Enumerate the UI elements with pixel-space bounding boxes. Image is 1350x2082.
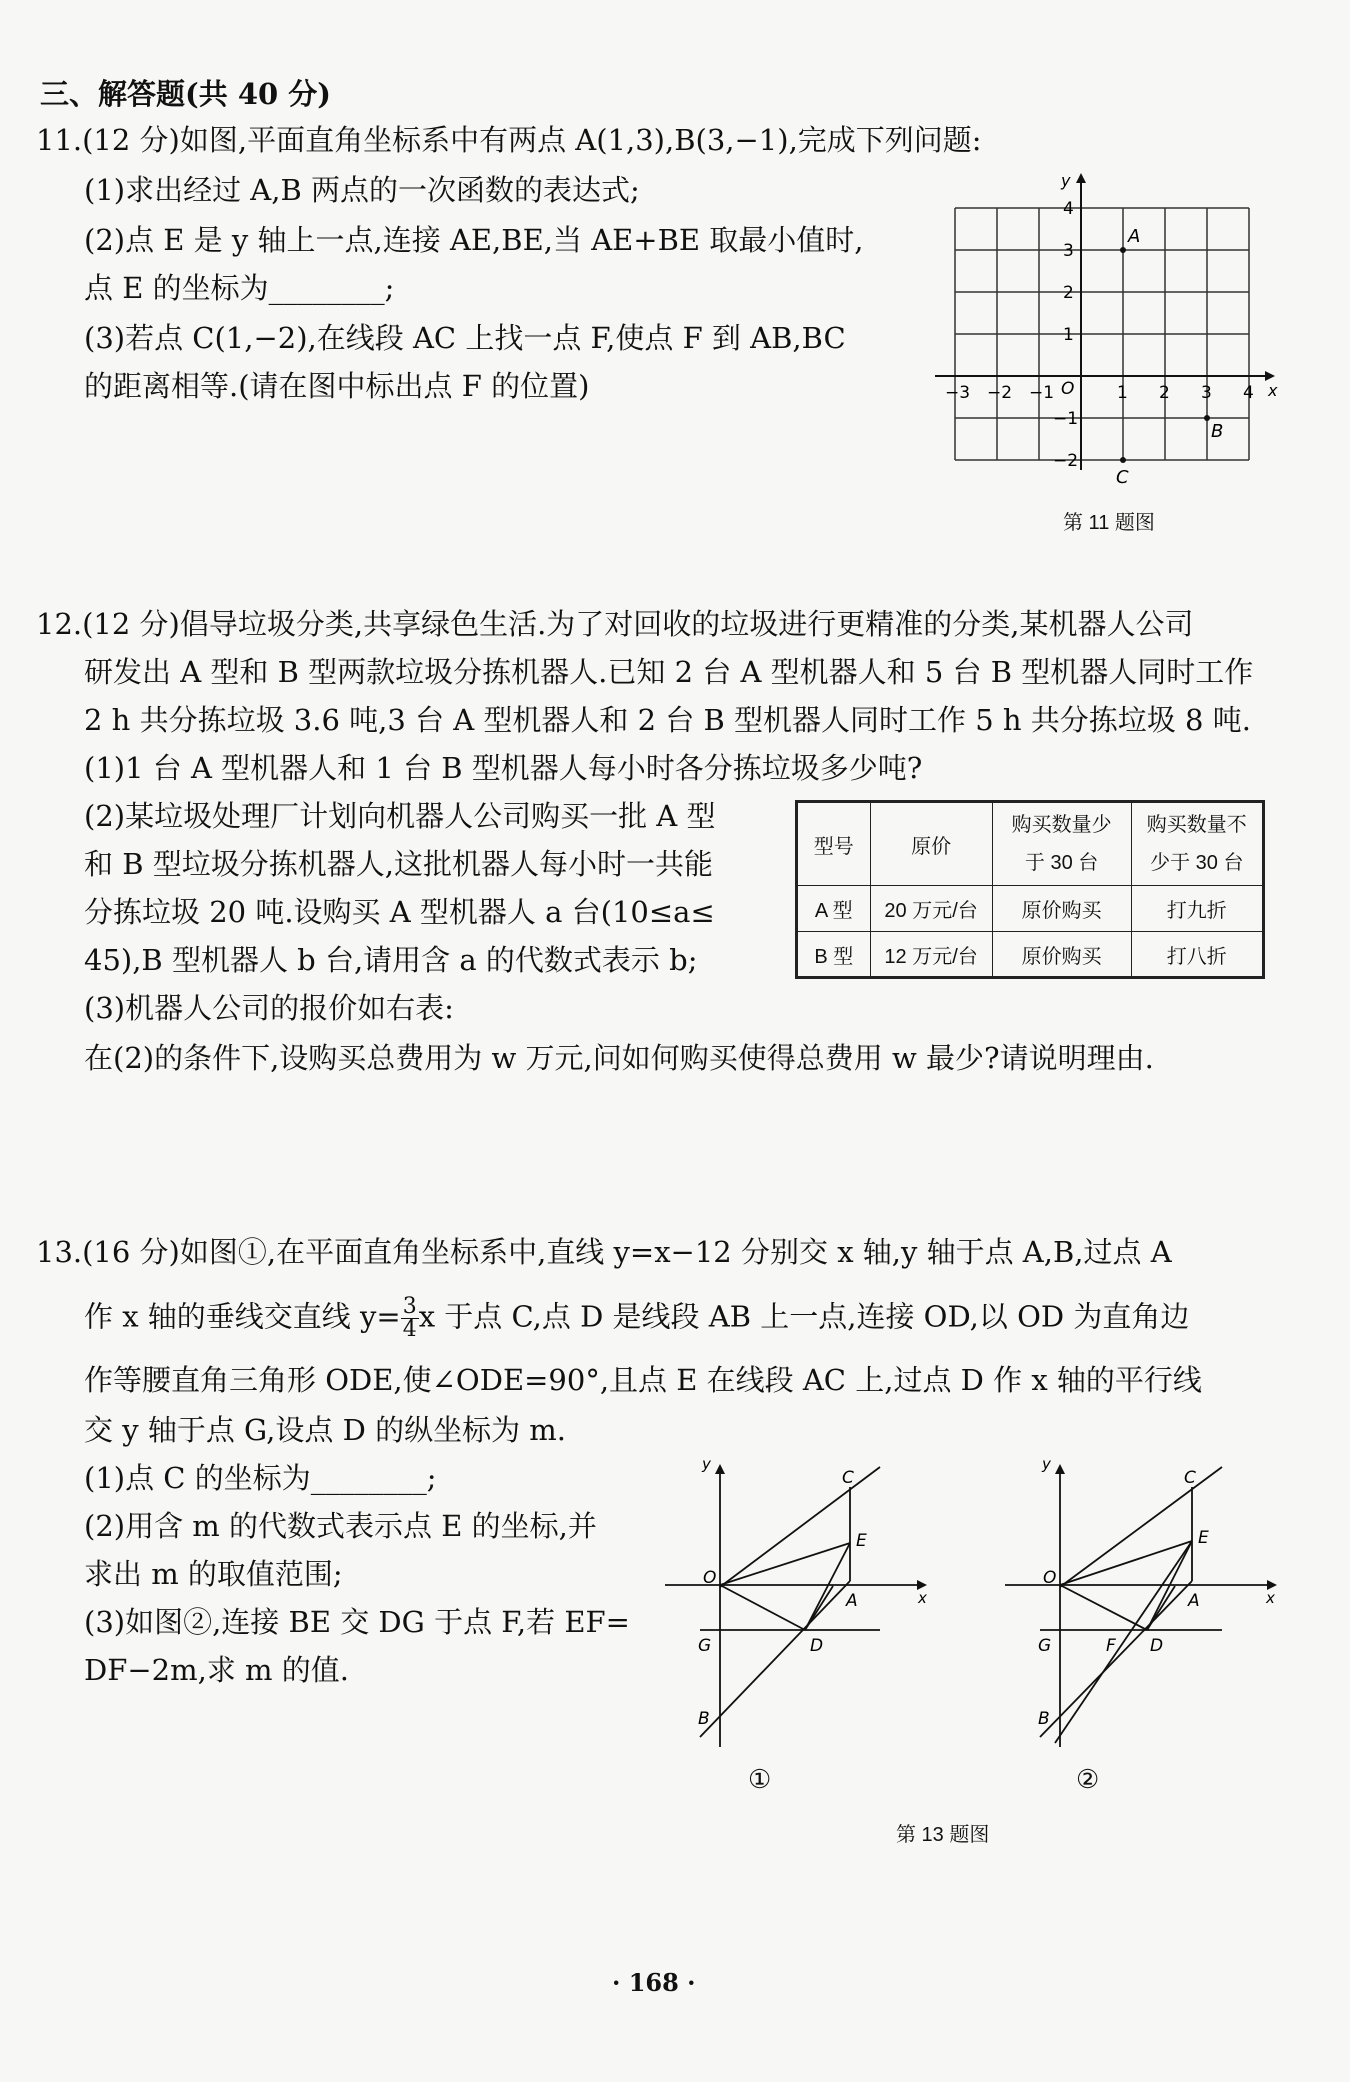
table-cell: 12 万元/台 <box>870 932 992 978</box>
q13-fig1-x-label: x <box>918 1589 927 1607</box>
q13-figure-caption: 第 13 题图 <box>896 1824 990 1846</box>
q13-fig2-c-label: C <box>1184 1468 1196 1488</box>
table-cell: 20 万元/台 <box>870 886 992 932</box>
q11-origin-label: O <box>1061 379 1075 399</box>
table-cell: A 型 <box>797 886 871 932</box>
q12-line-3: 2 h 共分拣垃圾 3.6 吨,3 台 A 型机器人和 2 台 B 型机器人同时工作 5 h 共分拣垃圾 8 吨. <box>84 703 1251 737</box>
q12-line-9: (3)机器人公司的报价如右表: <box>84 991 454 1025</box>
q11-figure-caption: 第 11 题图 <box>1063 512 1155 534</box>
q11-x-tick: 1 <box>1117 383 1128 403</box>
q13-fig2-e-label: E <box>1198 1528 1209 1548</box>
q13-fig2-x-label: x <box>1266 1589 1275 1607</box>
q12-line-1: 12.(12 分)倡导垃圾分类,共享绿色生活.为了对回收的垃圾进行更精准的分类,某机器人公司 <box>36 607 1194 641</box>
q12-line-8: 45),B 型机器人 b 台,请用含 a 的代数式表示 b; <box>84 943 698 977</box>
q12-line-5: (2)某垃圾处理厂计划向机器人公司购买一批 A 型 <box>84 799 716 833</box>
q13-fig2-o-label: O <box>1043 1568 1057 1588</box>
q11-y-tick: 2 <box>1063 283 1074 303</box>
table-row <box>797 932 1264 978</box>
q13-line-4: 交 y 轴于点 G,设点 D 的纵坐标为 m. <box>84 1413 567 1447</box>
q11-y-tick: 1 <box>1063 325 1074 345</box>
q13-fig2-d-label: D <box>1150 1636 1164 1656</box>
q11-y-tick: 3 <box>1063 241 1074 261</box>
q13-figure-1 <box>660 1455 940 1755</box>
q11-point-c: C <box>1116 467 1129 488</box>
q12-line-10: 在(2)的条件下,设购买总费用为 w 万元,问如何购买使得总费用 w 最少?请说明理由. <box>84 1041 1154 1075</box>
table-cell: 原价购买 <box>992 932 1131 978</box>
q11-y-axis-label: y <box>1061 171 1071 190</box>
q11-line-6: 的距离相等.(请在图中标出点 F 的位置) <box>84 369 590 403</box>
q12-price-table <box>795 800 1265 979</box>
q13-fig1-o-label: O <box>703 1568 717 1588</box>
q13-line-5: (1)点 C 的坐标为________; <box>84 1461 437 1495</box>
q13-fig2-g-label: G <box>1038 1636 1052 1656</box>
q13-fig2-f-label: F <box>1106 1636 1116 1656</box>
q13-figure-2 <box>1000 1455 1290 1755</box>
q12-line-6: 和 B 型垃圾分拣机器人,这批机器人每小时一共能 <box>84 847 713 881</box>
q12-line-7: 分拣垃圾 20 吨.设购买 A 型机器人 a 台(10≤a≤ <box>84 895 715 929</box>
q11-x-tick: 2 <box>1159 383 1170 403</box>
table-cell: 打八折 <box>1131 932 1263 978</box>
q13-fig1-b-label: B <box>698 1709 710 1729</box>
q13-fig1-e-label: E <box>856 1531 867 1551</box>
q11-point-a: A <box>1128 226 1141 247</box>
q12-line-2: 研发出 A 型和 B 型两款垃圾分拣机器人.已知 2 台 A 型机器人和 5 台 B 型机器人同时工作 <box>84 655 1254 689</box>
q11-x-tick: −2 <box>987 383 1013 403</box>
q11-x-tick: 4 <box>1243 383 1254 403</box>
q13-figure-2-label: ② <box>1076 1765 1100 1795</box>
q11-y-tick: −1 <box>1053 409 1079 429</box>
q11-y-tick: −2 <box>1053 451 1079 471</box>
q13-line-6: (2)用含 m 的代数式表示点 E 的坐标,并 <box>84 1509 597 1543</box>
q11-line-1: 11.(12 分)如图,平面直角坐标系中有两点 A(1,3),B(3,−1),完成下列问题: <box>36 123 982 157</box>
q13-fig1-d-label: D <box>810 1636 824 1656</box>
q13-fig1-g-label: G <box>698 1636 712 1656</box>
table-header-over30: 购买数量不 少于 30 台 <box>1131 802 1263 886</box>
table-cell: 原价购买 <box>992 886 1131 932</box>
table-cell: 打九折 <box>1131 886 1263 932</box>
q11-x-axis-label: x <box>1268 381 1278 400</box>
q12-line-4: (1)1 台 A 型机器人和 1 台 B 型机器人每小时各分拣垃圾多少吨? <box>84 751 923 785</box>
q13-line-1: 13.(16 分)如图①,在平面直角坐标系中,直线 y=x−12 分别交 x 轴,y 轴于点 A,B,过点 A <box>36 1235 1172 1269</box>
q11-line-5: (3)若点 C(1,−2),在线段 AC 上找一点 F,使点 F 到 AB,BC <box>84 321 846 355</box>
table-header-model: 型号 <box>797 802 871 886</box>
page-number: · 168 · <box>612 1968 696 1997</box>
q13-fig1-c-label: C <box>842 1468 854 1488</box>
q11-line-2: (1)求出经过 A,B 两点的一次函数的表达式; <box>84 173 640 207</box>
q13-fig2-y-label: y <box>1042 1455 1051 1473</box>
q13-fig1-y-label: y <box>702 1455 711 1473</box>
q11-x-tick: 3 <box>1201 383 1212 403</box>
q13-fig1-a-label: A <box>846 1591 858 1611</box>
q13-figure-1-label: ① <box>748 1765 772 1795</box>
table-row <box>797 886 1264 932</box>
q11-x-tick: −3 <box>945 383 971 403</box>
table-header-under30: 购买数量少 于 30 台 <box>992 802 1131 886</box>
q13-line-3: 作等腰直角三角形 ODE,使∠ODE=90°,且点 E 在线段 AC 上,过点 D 作 x 轴的平行线 <box>84 1363 1202 1397</box>
fraction-three-quarters: $\frac{3}{4}$ <box>402 1294 417 1342</box>
q13-line-8: (3)如图②,连接 BE 交 DG 于点 F,若 EF= <box>84 1605 630 1639</box>
q11-coordinate-grid <box>935 170 1280 500</box>
q11-y-tick: 4 <box>1063 199 1074 219</box>
q13-fig2-a-label: A <box>1188 1591 1200 1611</box>
q11-line-3: (2)点 E 是 y 轴上一点,连接 AE,BE,当 AE+BE 取最小值时, <box>84 223 864 257</box>
q11-point-b: B <box>1211 421 1224 442</box>
table-cell: B 型 <box>797 932 871 978</box>
q13-fig2-b-label: B <box>1038 1709 1050 1729</box>
section-header: 三、解答题(共 40 分) <box>40 77 331 111</box>
q13-line-7: 求出 m 的取值范围; <box>84 1557 343 1591</box>
table-header-price: 原价 <box>870 802 992 886</box>
q13-line-2: 作 x 轴的垂线交直线 y= $\frac{3}{4}$ x 于点 C,点 D 是线段 AB 上一点,连接 OD,以 OD 为直角边 <box>84 1294 1190 1342</box>
q11-x-tick: −1 <box>1029 383 1055 403</box>
q13-line-9: DF−2m,求 m 的值. <box>84 1653 349 1687</box>
q11-line-4: 点 E 的坐标为________; <box>84 271 395 305</box>
